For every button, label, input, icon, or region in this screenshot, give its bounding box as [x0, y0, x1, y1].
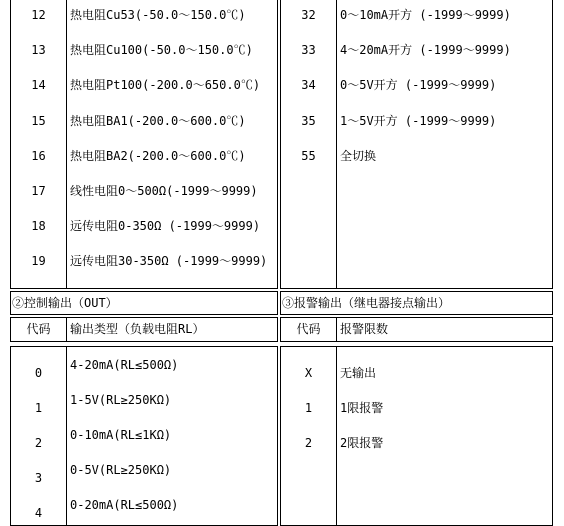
- list-item-code: 17: [31, 184, 46, 198]
- list-item-desc: 0～10mA开方 (-1999～9999): [340, 8, 511, 22]
- table-row-code: 2: [34, 436, 43, 450]
- list-item-code: 19: [31, 254, 46, 268]
- list-item-desc: 线性电阻0～500Ω(-1999～9999): [70, 184, 258, 198]
- table-row-desc: 2限报警: [340, 436, 384, 450]
- control-header-type: 输出类型（负载电阻RL）: [70, 322, 205, 336]
- list-item-code: 34: [301, 78, 316, 92]
- table-row-desc: 1-5V(RL≥250KΩ): [70, 393, 172, 407]
- list-item-desc: 4～20mA开方 (-1999～9999): [340, 43, 511, 57]
- table-row-code: 1: [34, 401, 43, 415]
- list-item-code: 15: [31, 114, 46, 128]
- list-item-desc: 1～5V开方 (-1999～9999): [340, 114, 497, 128]
- table-row-desc: 0-20mA(RL≤500Ω): [70, 498, 179, 512]
- list-item-code: 55: [301, 149, 316, 163]
- table-row-code: 4: [34, 506, 43, 520]
- list-item-code: 14: [31, 78, 46, 92]
- list-item-code: 33: [301, 43, 316, 57]
- list-item-code: 16: [31, 149, 46, 163]
- list-item-desc: 0～5V开方 (-1999～9999): [340, 78, 497, 92]
- list-item-desc: 热电阻Cu53(-50.0～150.0℃): [70, 8, 246, 22]
- table-row-desc: 无输出: [340, 366, 377, 380]
- list-item-desc: 远传电阻0-350Ω (-1999～9999): [70, 219, 261, 233]
- list-item-code: 18: [31, 219, 46, 233]
- table-row-desc: 4-20mA(RL≤500Ω): [70, 358, 179, 372]
- list-item-code: 35: [301, 114, 316, 128]
- table-row-code: 3: [34, 471, 43, 485]
- list-item-desc: 热电阻BA2(-200.0～600.0℃): [70, 149, 246, 163]
- alarm-header-code: 代码: [296, 322, 321, 336]
- table-row-code: 1: [304, 401, 313, 415]
- table-row-desc: 1限报警: [340, 401, 384, 415]
- list-item-desc: 全切换: [340, 149, 377, 163]
- alarm-output-title: ③报警输出（继电器接点输出）: [282, 296, 451, 310]
- list-item-code: 12: [31, 8, 46, 22]
- table-row-desc: 0-10mA(RL≤1KΩ): [70, 428, 172, 442]
- list-item-desc: 热电阻Pt100(-200.0～650.0℃): [70, 78, 261, 92]
- control-output-title: ②控制输出（OUT）: [12, 296, 118, 310]
- control-header-code: 代码: [26, 322, 51, 336]
- list-item-desc: 热电阻BA1(-200.0～600.0℃): [70, 114, 246, 128]
- table-row-desc: 0-5V(RL≥250KΩ): [70, 463, 172, 477]
- list-item-desc: 热电阻Cu100(-50.0～150.0℃): [70, 43, 253, 57]
- table-row-code: 0: [34, 366, 43, 380]
- list-item-desc: 远传电阻30-350Ω (-1999～9999): [70, 254, 268, 268]
- list-item-code: 32: [301, 8, 316, 22]
- list-item-code: 13: [31, 43, 46, 57]
- table-row-code: X: [304, 366, 313, 380]
- table-row-code: 2: [304, 436, 313, 450]
- alarm-header-limit: 报警限数: [340, 322, 389, 336]
